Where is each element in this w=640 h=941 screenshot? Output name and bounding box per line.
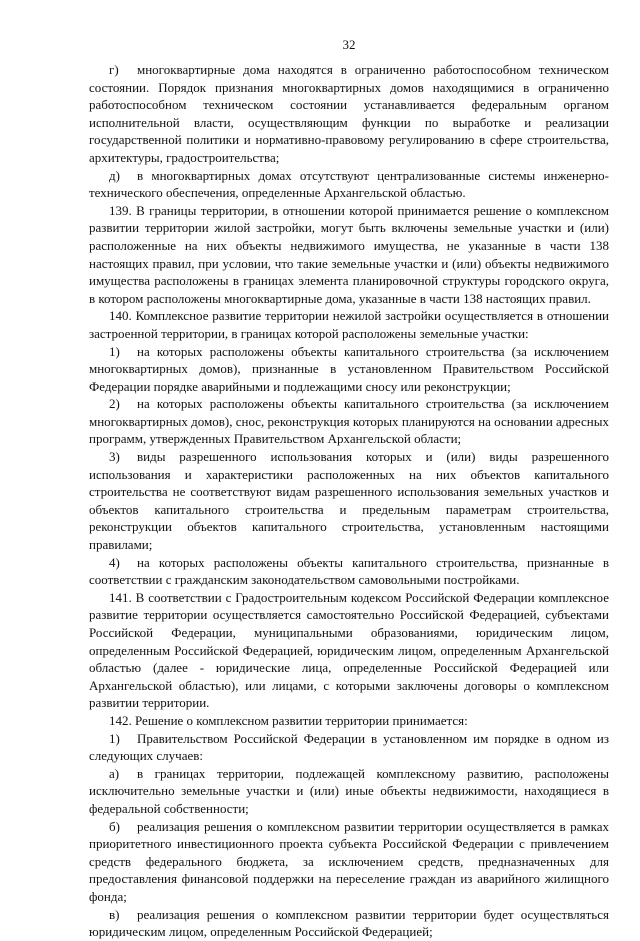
paragraph-140-item-2 [89, 395, 609, 448]
paragraph-text: виды разрешенного использования которых и (или) виды разрешенного использования и характеристики расположенных на них объектов капитального строительства не соответствуют видам разрешенного использования земельных участков и объектов капитального строительства и предельным параметрам строительства, реконструкции объектов капитального строительства, установленным настоящими правилами; [89, 449, 609, 553]
paragraph-text: 141. В соответствии с Градостроительным кодексом Российской Федерации комплексное развитие территории осуществляется самостоятельно Российской Федерацией, субъектами Российской Федерации, муниципальными образованиями, юридическим лицом, определенным Российской Федерацией, юридическим лицом, определенным Архангельской областью (далее - юридические лица, определенные Российской Федерацией или Архангельской областью), или лицами, с которыми заключены договоры о комплексном развитии территории. [89, 589, 609, 711]
paragraph-text: реализация решения о комплексном развитии территории будет осуществляться юридическим лицом, определенным Российской Федерацией; [89, 906, 609, 940]
paragraph-142-item-v [89, 906, 609, 941]
paragraph-142-item-1 [89, 730, 609, 765]
paragraph-text: на которых расположены объекты капитального строительства (за исключением многоквартирных домов), признанные в установленном Правительством Российской Федерации порядке аварийными и подлежащими сносу или реконструкции; [89, 343, 609, 394]
item-marker: д) [109, 167, 120, 183]
paragraph-142-item-b [89, 818, 609, 906]
item-marker: б) [109, 818, 120, 834]
paragraph-141 [89, 589, 609, 712]
paragraph-item-g [89, 61, 609, 167]
paragraph-item-d [89, 167, 609, 202]
item-marker: 1) [109, 343, 120, 359]
item-marker: 3) [109, 449, 120, 465]
paragraph-140 [89, 307, 609, 342]
item-marker: г) [109, 62, 119, 77]
paragraph-text: на которых расположены объекты капитального строительства (за исключением многоквартирных домов), снос, реконструкция которых планируются на основании адресных программ, утвержденных Правительством Архангельской области; [89, 396, 609, 447]
paragraph-142-item-a [89, 765, 609, 818]
item-marker: 1) [109, 730, 120, 746]
item-marker: а) [109, 765, 120, 781]
paragraph-140-item-3 [89, 448, 609, 554]
paragraph-140-item-4 [89, 554, 609, 589]
page-number: 32 [342, 37, 356, 52]
paragraph-text: многоквартирные дома находятся в ограниченно работоспособном техническом состоянии. Порядок признания многоквартирных домов находящимися в ограниченно работоспособном техническом состоянии устанавливается федеральным органом исполнительной власти, осуществляющим функции по выработке и реализации государственной политики и нормативно-правовому регулированию в сфере строительства, архитектуры, градостроительства; [89, 62, 609, 165]
paragraph-text: 139. В границы территории, в отношении которой принимается решение о комплексном развитии территории жилой застройки, могут быть включены земельные участки и (или) расположенные на них объекты недвижимого имущества, не указанные в части 138 настоящих правил, при условии, что такие земельные участки и (или) объекты недвижимого имущества расположены в границах элемента планировочной структуры городского округа, в котором расположены многоквартирные дома, указанные в части 138 настоящих правил. [89, 202, 609, 306]
paragraph-text: в границах территории, подлежащей комплексному развитию, расположены исключительно земельные участки и (или) иные объекты недвижимости, находящиеся в федеральной собственности; [89, 765, 609, 816]
paragraph-text: в многоквартирных домах отсутствуют централизованные системы инженерно-технического обеспечения, определенные Архангельской областью. [89, 167, 609, 201]
item-marker: 2) [109, 396, 120, 412]
item-marker: 4) [109, 554, 120, 570]
paragraph-140-item-1 [89, 343, 609, 396]
paragraph-text: на которых расположены объекты капитального строительства, признанные в соответствии с гражданским законодательством самовольными постройками. [89, 554, 609, 588]
paragraph-text: 140. Комплексное развитие территории нежилой застройки осуществляется в отношении застроенной территории, в границах которой расположены земельные участки: [89, 308, 609, 341]
paragraph-142 [89, 712, 609, 730]
paragraph-text: реализация решения о комплексном развитии территории осуществляется в рамках приоритетного инвестиционного проекта субъекта Российской Федерации с привлечением средств федерального бюджета, за исключением средств, предназначенных для предоставления финансовой поддержки на переселение граждан из аварийного жилищного фонда; [89, 818, 609, 904]
document-body [89, 61, 609, 941]
paragraph-text: Правительством Российской Федерации в установленном им порядке в одном из следующих случаев: [89, 730, 609, 764]
paragraph-text: 142. Решение о комплексном развитии территории принимается: [109, 712, 468, 728]
paragraph-139 [89, 202, 609, 308]
item-marker: в) [109, 906, 120, 922]
